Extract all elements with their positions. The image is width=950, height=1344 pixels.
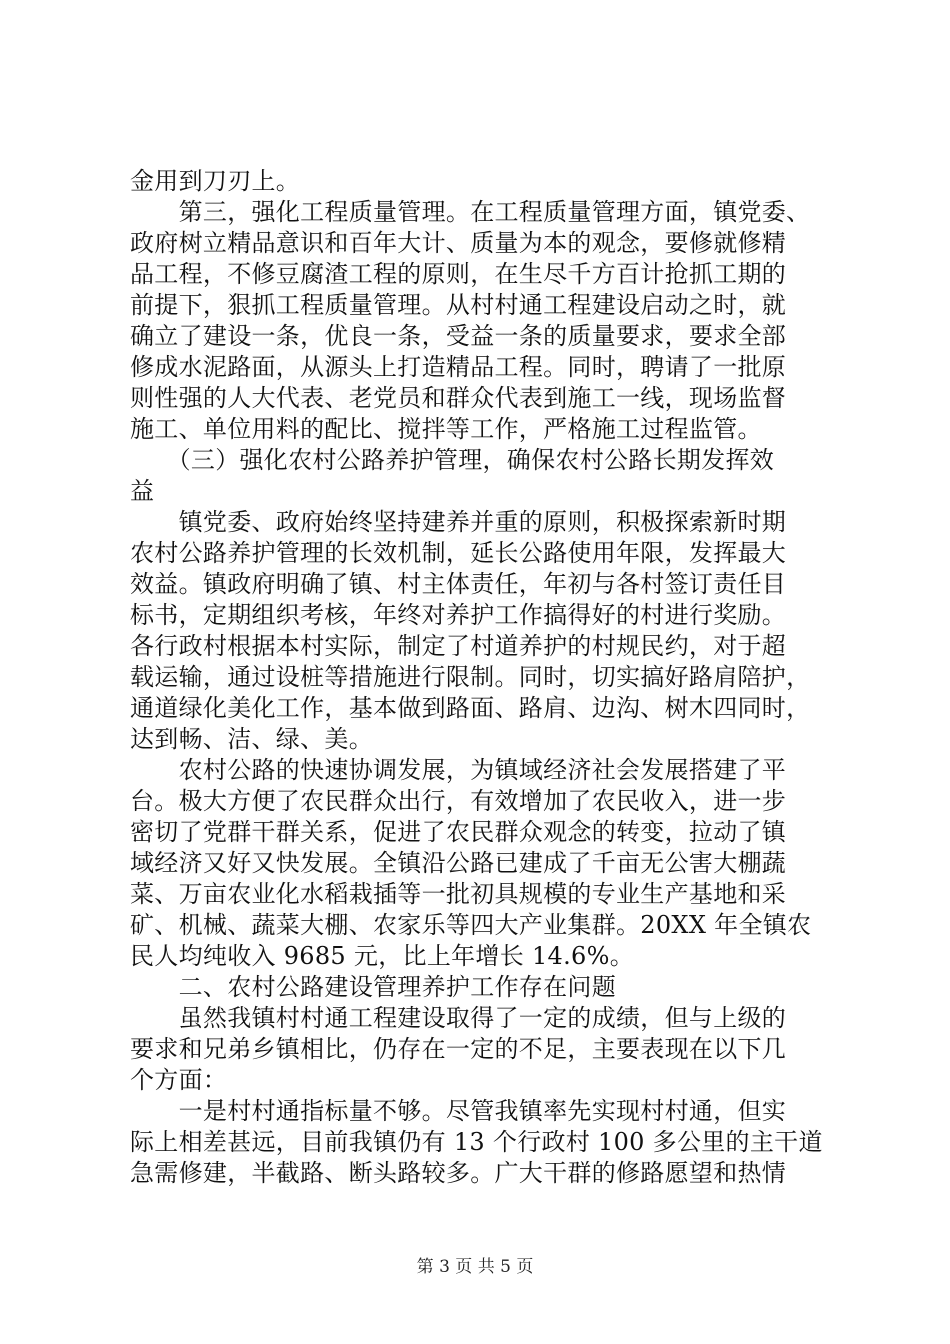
text-line: 一是村村通指标量不够。尽管我镇率先实现村村通，但实 bbox=[130, 1097, 787, 1125]
text-line: 急需修建，半截路、断头路较多。广大干群的修路愿望和热情 bbox=[130, 1159, 787, 1187]
text-line: 前提下，狠抓工程质量管理。从村村通工程建设启动之时，就 bbox=[130, 291, 787, 319]
text-line: 修成水泥路面，从源头上打造精品工程。同时，聘请了一批原 bbox=[130, 353, 787, 381]
text-line: 矿、机械、蔬菜大棚、农家乐等四大产业集群。20XX 年全镇农 bbox=[130, 911, 812, 939]
text-line: 效益。镇政府明确了镇、村主体责任，年初与各村签订责任目 bbox=[130, 570, 787, 598]
text-line: 通道绿化美化工作，基本做到路面、路肩、边沟、树木四同时， bbox=[130, 694, 811, 722]
text-line: 政府树立精品意识和百年大计、质量为本的观念，要修就修精 bbox=[130, 229, 787, 257]
text-line: 施工、单位用料的配比、搅拌等工作，严格施工过程监管。 bbox=[130, 415, 762, 443]
text-line: 达到畅、洁、绿、美。 bbox=[130, 725, 373, 753]
text-line: 第三，强化工程质量管理。在工程质量管理方面，镇党委、 bbox=[130, 198, 811, 226]
page-footer: 第 3 页 共 5 页 bbox=[416, 1257, 534, 1277]
text-line: 际上相差甚远，目前我镇仍有 13 个行政村 100 多公里的主干道 bbox=[130, 1128, 823, 1156]
text-line: 菜、万亩农业化水稻栽插等一批初具规模的专业生产基地和采 bbox=[130, 880, 787, 908]
text-line: 域经济又好又快发展。全镇沿公路已建成了千亩无公害大棚蔬 bbox=[130, 849, 787, 877]
text-line: 标书，定期组织考核，年终对养护工作搞得好的村进行奖励。 bbox=[130, 601, 787, 629]
text-line: 确立了建设一条，优良一条，受益一条的质量要求，要求全部 bbox=[130, 322, 787, 350]
text-line: 金用到刀刃上。 bbox=[130, 167, 301, 195]
text-line: 则性强的人大代表、老党员和群众代表到施工一线，现场监督 bbox=[130, 384, 787, 412]
text-line: 农村公路的快速协调发展，为镇域经济社会发展搭建了平 bbox=[130, 756, 787, 784]
document-body bbox=[130, 166, 830, 1189]
text-line: 各行政村根据本村实际，制定了村道养护的村规民约，对于超 bbox=[130, 632, 787, 660]
text-line: 虽然我镇村村通工程建设取得了一定的成绩，但与上级的 bbox=[130, 1004, 787, 1032]
text-line: 品工程，不修豆腐渣工程的原则，在生尽千方百计抢抓工期的 bbox=[130, 260, 787, 288]
text-line: 民人均纯收入 9685 元，比上年增长 14.6%。 bbox=[130, 942, 635, 970]
text-line: 镇党委、政府始终坚持建养并重的原则，积极探索新时期 bbox=[130, 508, 787, 536]
text-line: （三）强化农村公路养护管理，确保农村公路长期发挥效 bbox=[130, 446, 775, 474]
text-line: 载运输，通过设桩等措施进行限制。同时，切实搞好路肩陪护， bbox=[130, 663, 811, 691]
text-line: 密切了党群干群关系，促进了农民群众观念的转变，拉动了镇 bbox=[130, 818, 787, 846]
text-line: 个方面： bbox=[130, 1066, 228, 1094]
text-line: 农村公路养护管理的长效机制，延长公路使用年限，发挥最大 bbox=[130, 539, 787, 567]
text-line: 台。极大方便了农民群众出行，有效增加了农民收入，进一步 bbox=[130, 787, 787, 815]
text-line: 要求和兄弟乡镇相比，仍存在一定的不足，主要表现在以下几 bbox=[130, 1035, 787, 1063]
text-line: 二、农村公路建设管理养护工作存在问题 bbox=[130, 973, 616, 1001]
text-line: 益 bbox=[130, 477, 155, 505]
